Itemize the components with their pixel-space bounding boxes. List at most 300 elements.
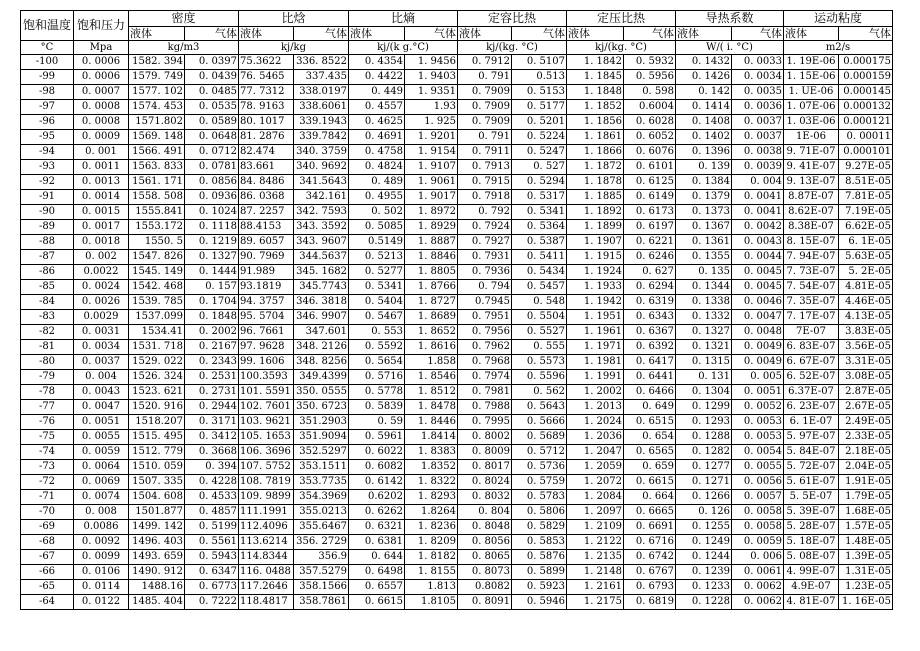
cell-viscosity-liquid: 6. 67E-07 bbox=[784, 355, 839, 370]
header-enthalpy: 比焓 bbox=[239, 11, 349, 27]
cell-enthalpy-liquid: 106. 3696 bbox=[239, 445, 294, 460]
cell-enthalpy-liquid: 99. 1606 bbox=[239, 355, 294, 370]
cell-entropy-liquid: 0. 5716 bbox=[349, 370, 405, 385]
cell-enthalpy-gas: 343. 9607 bbox=[294, 235, 349, 250]
cell-enthalpy-liquid: 96. 7661 bbox=[239, 325, 294, 340]
cell-entropy-liquid: 0. 4422 bbox=[349, 70, 405, 85]
cell-enthalpy-gas: 351.9094 bbox=[294, 430, 349, 445]
cell-viscosity-liquid: 1E-06 bbox=[784, 130, 839, 145]
cell-cv-gas: 0. 5527 bbox=[512, 325, 567, 340]
cell-conductivity-gas: 0. 0041 bbox=[732, 205, 784, 220]
cell-density-gas: 0. 2944 bbox=[185, 400, 239, 415]
cell-cv-gas: 0. 548 bbox=[512, 295, 567, 310]
cell-cp-gas: 0. 6392 bbox=[624, 340, 676, 355]
cell-density-liquid: 1507. 335 bbox=[129, 475, 185, 490]
cell-entropy-liquid: 0. 4625 bbox=[349, 115, 405, 130]
table-row bbox=[21, 460, 893, 475]
cell-cp-gas: 0. 6197 bbox=[624, 220, 676, 235]
cell-density-gas: 0. 0856 bbox=[185, 175, 239, 190]
cell-entropy-liquid: 0. 4354 bbox=[349, 55, 405, 70]
phase-gas-enthalpy: 气体 bbox=[294, 27, 349, 41]
cell-cp-gas: 0. 649 bbox=[624, 400, 676, 415]
cell-density-liquid: 1563. 833 bbox=[129, 160, 185, 175]
cell-conductivity-liquid: 0. 1321 bbox=[676, 340, 732, 355]
cell-temp: -68 bbox=[21, 535, 74, 550]
table-row bbox=[21, 385, 893, 400]
cell-cp-gas: 0. 6028 bbox=[624, 115, 676, 130]
property-table-sheet bbox=[20, 10, 893, 610]
cell-cp-liquid: 1. 1991 bbox=[567, 370, 624, 385]
cell-cp-liquid: 1. 2024 bbox=[567, 415, 624, 430]
cell-density-liquid: 1555.841 bbox=[129, 205, 185, 220]
cell-conductivity-gas: 0. 0061 bbox=[732, 565, 784, 580]
cell-viscosity-gas: 1.57E-05 bbox=[839, 520, 893, 535]
cell-conductivity-liquid: 0. 1332 bbox=[676, 310, 732, 325]
cell-density-gas: 0. 0439 bbox=[185, 70, 239, 85]
cell-cp-liquid: 1. 1892 bbox=[567, 205, 624, 220]
cell-cv-liquid: 0. 7918 bbox=[458, 190, 512, 205]
cell-enthalpy-gas: 347.601 bbox=[294, 325, 349, 340]
cell-density-gas: 0. 6773 bbox=[185, 580, 239, 595]
cell-conductivity-gas: 0. 0033 bbox=[732, 55, 784, 70]
cell-conductivity-gas: 0. 0049 bbox=[732, 355, 784, 370]
cell-cp-liquid: 1. 1933 bbox=[567, 280, 624, 295]
cell-cv-gas: 0. 5247 bbox=[512, 145, 567, 160]
cell-enthalpy-liquid: 118.4817 bbox=[239, 595, 294, 610]
cell-cp-liquid: 1. 1951 bbox=[567, 310, 624, 325]
cell-temp: -64 bbox=[21, 595, 74, 610]
cell-viscosity-gas: 1.23E-05 bbox=[839, 580, 893, 595]
cell-density-liquid: 1501.877 bbox=[129, 505, 185, 520]
cell-density-liquid: 1571.802 bbox=[129, 115, 185, 130]
cell-density-gas: 0. 0781 bbox=[185, 160, 239, 175]
cell-pressure: 0. 0026 bbox=[74, 295, 129, 310]
cell-density-liquid: 1569. 148 bbox=[129, 130, 185, 145]
cell-cp-gas: 0. 6767 bbox=[624, 565, 676, 580]
cell-pressure: 0. 0074 bbox=[74, 490, 129, 505]
cell-density-liquid: 1531. 718 bbox=[129, 340, 185, 355]
cell-viscosity-liquid: 6.37E-07 bbox=[784, 385, 839, 400]
table-row bbox=[21, 475, 893, 490]
cell-cp-gas: 0.6004 bbox=[624, 100, 676, 115]
table-row bbox=[21, 490, 893, 505]
cell-cv-liquid: 0. 7936 bbox=[458, 265, 512, 280]
cell-viscosity-liquid: 4. 81E-07 bbox=[784, 595, 839, 610]
cell-entropy-gas: 1. 8846 bbox=[405, 250, 458, 265]
cell-pressure: 0. 0006 bbox=[74, 70, 129, 85]
cell-density-gas: 0. 7222 bbox=[185, 595, 239, 610]
cell-density-liquid: 1496. 403 bbox=[129, 535, 185, 550]
table-row bbox=[21, 190, 893, 205]
cell-temp: -71 bbox=[21, 490, 74, 505]
cell-viscosity-liquid: 8.62E-07 bbox=[784, 205, 839, 220]
cell-entropy-gas: 1. 8236 bbox=[405, 520, 458, 535]
cell-conductivity-liquid: 0. 1228 bbox=[676, 595, 732, 610]
cell-entropy-liquid: 0. 5592 bbox=[349, 340, 405, 355]
phase-gas-entropy: 气体 bbox=[405, 27, 458, 41]
cell-enthalpy-liquid: 97. 9628 bbox=[239, 340, 294, 355]
header-viscosity: 运动粘度 bbox=[784, 11, 893, 27]
cell-cp-gas: 0. 6367 bbox=[624, 325, 676, 340]
cell-cp-liquid: 1. 1842 bbox=[567, 55, 624, 70]
cell-viscosity-gas: 7.81E-05 bbox=[839, 190, 893, 205]
cell-cp-gas: 0. 6665 bbox=[624, 505, 676, 520]
cell-entropy-liquid: 0. 6557 bbox=[349, 580, 405, 595]
cell-entropy-gas: 1.8105 bbox=[405, 595, 458, 610]
cell-viscosity-liquid: 9. 71E-07 bbox=[784, 145, 839, 160]
cell-cv-liquid: 0. 8002 bbox=[458, 430, 512, 445]
cell-entropy-liquid: 0. 5839 bbox=[349, 400, 405, 415]
cell-entropy-liquid: 0. 5467 bbox=[349, 310, 405, 325]
cell-cp-liquid: 1. 1848 bbox=[567, 85, 624, 100]
cell-entropy-gas: 1. 8322 bbox=[405, 475, 458, 490]
cell-cv-liquid: 0. 8017 bbox=[458, 460, 512, 475]
cell-cp-liquid: 1. 2122 bbox=[567, 535, 624, 550]
cell-conductivity-liquid: 0. 1355 bbox=[676, 250, 732, 265]
cell-cv-liquid: 0. 7931 bbox=[458, 250, 512, 265]
cell-conductivity-gas: 0. 0053 bbox=[732, 430, 784, 445]
cell-temp: -75 bbox=[21, 430, 74, 445]
cell-conductivity-gas: 0. 0058 bbox=[732, 505, 784, 520]
cell-cp-gas: 0. 6716 bbox=[624, 535, 676, 550]
cell-density-liquid: 1574. 453 bbox=[129, 100, 185, 115]
cell-conductivity-gas: 0. 0039 bbox=[732, 160, 784, 175]
cell-viscosity-liquid: 5. 39E-07 bbox=[784, 505, 839, 520]
cell-enthalpy-liquid: 78. 9163 bbox=[239, 100, 294, 115]
cell-viscosity-gas: 3.08E-05 bbox=[839, 370, 893, 385]
cell-entropy-gas: 1. 8182 bbox=[405, 550, 458, 565]
cell-entropy-liquid: 0. 5404 bbox=[349, 295, 405, 310]
cell-conductivity-liquid: 0. 1304 bbox=[676, 385, 732, 400]
table-row bbox=[21, 505, 893, 520]
cell-temp: -86 bbox=[21, 265, 74, 280]
cell-enthalpy-gas: 348. 8256 bbox=[294, 355, 349, 370]
cell-cv-gas: 0. 5923 bbox=[512, 580, 567, 595]
table-row bbox=[21, 520, 893, 535]
cell-entropy-gas: 1.8414 bbox=[405, 430, 458, 445]
cell-density-liquid: 1526. 324 bbox=[129, 370, 185, 385]
cell-enthalpy-liquid: 105. 1653 bbox=[239, 430, 294, 445]
cell-viscosity-gas: 2.33E-05 bbox=[839, 430, 893, 445]
unit-conductivity: W/( i. °C) bbox=[676, 41, 784, 55]
cell-conductivity-gas: 0. 0058 bbox=[732, 520, 784, 535]
cell-density-liquid: 1547. 826 bbox=[129, 250, 185, 265]
unit-entropy: kj/(k g.°C) bbox=[349, 41, 458, 55]
cell-entropy-liquid: 0. 5213 bbox=[349, 250, 405, 265]
cell-density-gas: 0. 0589 bbox=[185, 115, 239, 130]
cell-viscosity-gas: 1.48E-05 bbox=[839, 535, 893, 550]
table-row bbox=[21, 130, 893, 145]
cell-cv-liquid: 0. 7956 bbox=[458, 325, 512, 340]
phase-gas-cv: 气体 bbox=[512, 27, 567, 41]
cell-entropy-gas: 1.8264 bbox=[405, 505, 458, 520]
cell-density-gas: 0. 2002 bbox=[185, 325, 239, 340]
cell-conductivity-liquid: 0. 1293 bbox=[676, 415, 732, 430]
cell-density-gas: 0. 0712 bbox=[185, 145, 239, 160]
cell-cv-gas: 0. 5783 bbox=[512, 490, 567, 505]
cell-cv-liquid: 0. 8032 bbox=[458, 490, 512, 505]
cell-viscosity-gas: 1.91E-05 bbox=[839, 475, 893, 490]
cell-cp-liquid: 1. 1878 bbox=[567, 175, 624, 190]
cell-enthalpy-liquid: 117.2646 bbox=[239, 580, 294, 595]
cell-cp-gas: 0. 6319 bbox=[624, 295, 676, 310]
cell-viscosity-liquid: 1. 15E-06 bbox=[784, 70, 839, 85]
cell-cp-liquid: 1. 1907 bbox=[567, 235, 624, 250]
cell-cv-liquid: 0.8082 bbox=[458, 580, 512, 595]
cell-density-gas: 0. 3412 bbox=[185, 430, 239, 445]
cell-enthalpy-gas: 358.7861 bbox=[294, 595, 349, 610]
cell-cv-gas: 0. 562 bbox=[512, 385, 567, 400]
cell-enthalpy-liquid: 90. 7969 bbox=[239, 250, 294, 265]
cell-density-gas: 0. 0535 bbox=[185, 100, 239, 115]
cell-viscosity-gas: 6.62E-05 bbox=[839, 220, 893, 235]
cell-conductivity-gas: 0. 006 bbox=[732, 550, 784, 565]
cell-temp: -96 bbox=[21, 115, 74, 130]
cell-cp-liquid: 1. 2109 bbox=[567, 520, 624, 535]
cell-cv-gas: 0. 5434 bbox=[512, 265, 567, 280]
cell-temp: -69 bbox=[21, 520, 74, 535]
table-row bbox=[21, 340, 893, 355]
cell-enthalpy-liquid: 101. 5591 bbox=[239, 385, 294, 400]
cell-enthalpy-gas: 354.3969 bbox=[294, 490, 349, 505]
table-row bbox=[21, 220, 893, 235]
cell-conductivity-gas: 0. 0044 bbox=[732, 250, 784, 265]
cell-enthalpy-gas: 349.4399 bbox=[294, 370, 349, 385]
cell-conductivity-liquid: 0. 1315 bbox=[676, 355, 732, 370]
cell-viscosity-liquid: 5. 5E-07 bbox=[784, 490, 839, 505]
cell-density-gas: 0. 1024 bbox=[185, 205, 239, 220]
cell-pressure: 0.0086 bbox=[74, 520, 129, 535]
cell-entropy-gas: 1.8352 bbox=[405, 460, 458, 475]
cell-entropy-gas: 1. 9351 bbox=[405, 85, 458, 100]
cell-conductivity-liquid: 0. 1299 bbox=[676, 400, 732, 415]
cell-cp-gas: 0. 654 bbox=[624, 430, 676, 445]
cell-cp-gas: 0. 627 bbox=[624, 265, 676, 280]
cell-temp: -70 bbox=[21, 505, 74, 520]
cell-conductivity-gas: 0. 0051 bbox=[732, 385, 784, 400]
cell-viscosity-gas: 2.67E-05 bbox=[839, 400, 893, 415]
cell-cp-liquid: 1. 1845 bbox=[567, 70, 624, 85]
cell-cv-gas: 0. 527 bbox=[512, 160, 567, 175]
cell-cv-gas: 0.513 bbox=[512, 70, 567, 85]
cell-viscosity-liquid: 8. 15E-07 bbox=[784, 235, 839, 250]
cell-cp-gas: 0. 6615 bbox=[624, 475, 676, 490]
cell-cp-liquid: 1. 1961 bbox=[567, 325, 624, 340]
table-row bbox=[21, 175, 893, 190]
cell-entropy-liquid: 0. 449 bbox=[349, 85, 405, 100]
cell-entropy-gas: 1. 8887 bbox=[405, 235, 458, 250]
cell-entropy-liquid: 0. 5654 bbox=[349, 355, 405, 370]
cell-cv-gas: 0. 5899 bbox=[512, 565, 567, 580]
cell-cp-gas: 0. 6221 bbox=[624, 235, 676, 250]
cell-viscosity-gas: 2.87E-05 bbox=[839, 385, 893, 400]
cell-density-gas: 0. 2167 bbox=[185, 340, 239, 355]
cell-density-gas: 0. 1704 bbox=[185, 295, 239, 310]
cell-entropy-liquid: 0. 644 bbox=[349, 550, 405, 565]
cell-temp: -65 bbox=[21, 580, 74, 595]
cell-cv-liquid: 0. 7988 bbox=[458, 400, 512, 415]
cell-viscosity-gas: 0.000145 bbox=[839, 85, 893, 100]
cell-temp: -83 bbox=[21, 310, 74, 325]
cell-temp: -85 bbox=[21, 280, 74, 295]
cell-entropy-gas: 1. 8689 bbox=[405, 310, 458, 325]
cell-conductivity-gas: 0. 0062 bbox=[732, 595, 784, 610]
cell-density-gas: 0. 0397 bbox=[185, 55, 239, 70]
cell-density-liquid: 1512. 779 bbox=[129, 445, 185, 460]
cell-density-liquid: 1545. 149 bbox=[129, 265, 185, 280]
cell-pressure: 0. 0099 bbox=[74, 550, 129, 565]
cell-cp-liquid: 1. 2097 bbox=[567, 505, 624, 520]
cell-cp-liquid: 1. 2059 bbox=[567, 460, 624, 475]
cell-cv-gas: 0. 5829 bbox=[512, 520, 567, 535]
cell-cv-gas: 0. 5411 bbox=[512, 250, 567, 265]
cell-cp-liquid: 1. 1971 bbox=[567, 340, 624, 355]
cell-enthalpy-liquid: 94. 3757 bbox=[239, 295, 294, 310]
cell-conductivity-liquid: 0. 1361 bbox=[676, 235, 732, 250]
cell-pressure: 0. 0018 bbox=[74, 235, 129, 250]
cell-pressure: 0. 002 bbox=[74, 250, 129, 265]
cell-conductivity-gas: 0. 0052 bbox=[732, 400, 784, 415]
cell-cp-liquid: 1. 2002 bbox=[567, 385, 624, 400]
cell-conductivity-gas: 0. 0036 bbox=[732, 100, 784, 115]
cell-viscosity-gas: 3.31E-05 bbox=[839, 355, 893, 370]
cell-entropy-gas: 1. 8478 bbox=[405, 400, 458, 415]
cell-cp-liquid: 1. 2013 bbox=[567, 400, 624, 415]
cell-temp: -67 bbox=[21, 550, 74, 565]
unit-viscosity: m2/s bbox=[784, 41, 893, 55]
cell-enthalpy-gas: 345. 1682 bbox=[294, 265, 349, 280]
cell-entropy-gas: 1. 8652 bbox=[405, 325, 458, 340]
unit-cv: kj/(kg. °C) bbox=[458, 41, 567, 55]
cell-conductivity-gas: 0. 0046 bbox=[732, 295, 784, 310]
cell-density-liquid: 1485. 404 bbox=[129, 595, 185, 610]
cell-entropy-liquid: 0. 6262 bbox=[349, 505, 405, 520]
cell-cp-liquid: 1. 2084 bbox=[567, 490, 624, 505]
cell-viscosity-gas: 5. 2E-05 bbox=[839, 265, 893, 280]
cell-viscosity-liquid: 5. 97E-07 bbox=[784, 430, 839, 445]
cell-cv-liquid: 0. 8024 bbox=[458, 475, 512, 490]
cell-viscosity-liquid: 7. 17E-07 bbox=[784, 310, 839, 325]
cell-temp: -94 bbox=[21, 145, 74, 160]
cell-viscosity-gas: 1.31E-05 bbox=[839, 565, 893, 580]
table-row bbox=[21, 370, 893, 385]
cell-density-liquid: 1550. 5 bbox=[129, 235, 185, 250]
cell-viscosity-gas: 6. 1E-05 bbox=[839, 235, 893, 250]
cell-cp-gas: 0. 6125 bbox=[624, 175, 676, 190]
phase-gas-density: 气体 bbox=[185, 27, 239, 41]
cell-cv-gas: 0. 5224 bbox=[512, 130, 567, 145]
cell-viscosity-liquid: 5. 18E-07 bbox=[784, 535, 839, 550]
cell-cv-liquid: 0. 7968 bbox=[458, 355, 512, 370]
cell-entropy-gas: 1. 9456 bbox=[405, 55, 458, 70]
cell-cv-gas: 0. 5759 bbox=[512, 475, 567, 490]
cell-cv-liquid: 0. 7981 bbox=[458, 385, 512, 400]
cell-density-liquid: 1488.16 bbox=[129, 580, 185, 595]
cell-pressure: 0.0022 bbox=[74, 265, 129, 280]
unit-density: kg/m3 bbox=[129, 41, 239, 55]
cell-entropy-gas: 1.813 bbox=[405, 580, 458, 595]
table-row bbox=[21, 415, 893, 430]
cell-entropy-liquid: 0. 6022 bbox=[349, 445, 405, 460]
cell-conductivity-liquid: 0. 1266 bbox=[676, 490, 732, 505]
cell-entropy-liquid: 0. 553 bbox=[349, 325, 405, 340]
cell-cv-gas: 0. 5946 bbox=[512, 595, 567, 610]
cell-cp-liquid: 1. 1915 bbox=[567, 250, 624, 265]
cell-temp: -87 bbox=[21, 250, 74, 265]
cell-temp: -90 bbox=[21, 205, 74, 220]
cell-enthalpy-gas: 358.1566 bbox=[294, 580, 349, 595]
cell-enthalpy-liquid: 102. 7601 bbox=[239, 400, 294, 415]
cell-pressure: 0. 0014 bbox=[74, 190, 129, 205]
cell-entropy-liquid: 0. 489 bbox=[349, 175, 405, 190]
cell-pressure: 0. 0064 bbox=[74, 460, 129, 475]
cell-cv-gas: 0. 5712 bbox=[512, 445, 567, 460]
cell-entropy-liquid: 0. 4557 bbox=[349, 100, 405, 115]
cell-cv-liquid: 0. 8073 bbox=[458, 565, 512, 580]
cell-temp: -100 bbox=[21, 55, 74, 70]
cell-conductivity-liquid: 0. 1249 bbox=[676, 535, 732, 550]
cell-cv-liquid: 0. 792 bbox=[458, 205, 512, 220]
cell-entropy-gas: 1. 9107 bbox=[405, 160, 458, 175]
cell-conductivity-gas: 0. 0043 bbox=[732, 235, 784, 250]
table-row bbox=[21, 430, 893, 445]
cell-conductivity-gas: 0. 0047 bbox=[732, 310, 784, 325]
cell-pressure: 0. 0009 bbox=[74, 130, 129, 145]
cell-density-gas: 0. 6347 bbox=[185, 565, 239, 580]
cell-enthalpy-gas: 339.7842 bbox=[294, 130, 349, 145]
cell-cp-gas: 0. 6076 bbox=[624, 145, 676, 160]
cell-enthalpy-gas: 355.0213 bbox=[294, 505, 349, 520]
cell-cv-liquid: 0. 7913 bbox=[458, 160, 512, 175]
cell-conductivity-liquid: 0. 1255 bbox=[676, 520, 732, 535]
cell-entropy-liquid: 0. 6321 bbox=[349, 520, 405, 535]
cell-temp: -95 bbox=[21, 130, 74, 145]
cell-conductivity-liquid: 0. 1338 bbox=[676, 295, 732, 310]
cell-cv-liquid: 0.7945 bbox=[458, 295, 512, 310]
cell-viscosity-liquid: 5. 08E-07 bbox=[784, 550, 839, 565]
cell-density-gas: 0. 5199 bbox=[185, 520, 239, 535]
cell-viscosity-liquid: 7. 94E-07 bbox=[784, 250, 839, 265]
cell-enthalpy-liquid: 113.6214 bbox=[239, 535, 294, 550]
cell-enthalpy-gas: 337.435 bbox=[294, 70, 349, 85]
cell-pressure: 0.0029 bbox=[74, 310, 129, 325]
cell-density-gas: 0. 394 bbox=[185, 460, 239, 475]
header-density: 密度 bbox=[129, 11, 239, 27]
cell-conductivity-liquid: 0. 1288 bbox=[676, 430, 732, 445]
unit-enthalpy: kj/kg bbox=[239, 41, 349, 55]
cell-viscosity-liquid: 7. 54E-07 bbox=[784, 280, 839, 295]
cell-cp-liquid: 1. 1872 bbox=[567, 160, 624, 175]
cell-conductivity-gas: 0. 0042 bbox=[732, 220, 784, 235]
cell-enthalpy-gas: 353.1511 bbox=[294, 460, 349, 475]
cell-cv-liquid: 0. 8048 bbox=[458, 520, 512, 535]
cell-enthalpy-liquid: 107. 5752 bbox=[239, 460, 294, 475]
cell-conductivity-liquid: 0. 1402 bbox=[676, 130, 732, 145]
phase-liquid-density: 液体 bbox=[129, 27, 185, 41]
cell-cv-gas: 0. 5317 bbox=[512, 190, 567, 205]
cell-cp-gas: 0. 598 bbox=[624, 85, 676, 100]
cell-cp-gas: 0. 6343 bbox=[624, 310, 676, 325]
cell-density-gas: 0. 4533 bbox=[185, 490, 239, 505]
cell-enthalpy-liquid: 93.1819 bbox=[239, 280, 294, 295]
cell-density-liquid: 1553.172 bbox=[129, 220, 185, 235]
cell-conductivity-gas: 0. 0059 bbox=[732, 535, 784, 550]
cell-enthalpy-liquid: 103. 9621 bbox=[239, 415, 294, 430]
cell-conductivity-gas: 0. 0056 bbox=[732, 475, 784, 490]
cell-enthalpy-gas: 338.0197 bbox=[294, 85, 349, 100]
cell-temp: -81 bbox=[21, 340, 74, 355]
table-row bbox=[21, 250, 893, 265]
